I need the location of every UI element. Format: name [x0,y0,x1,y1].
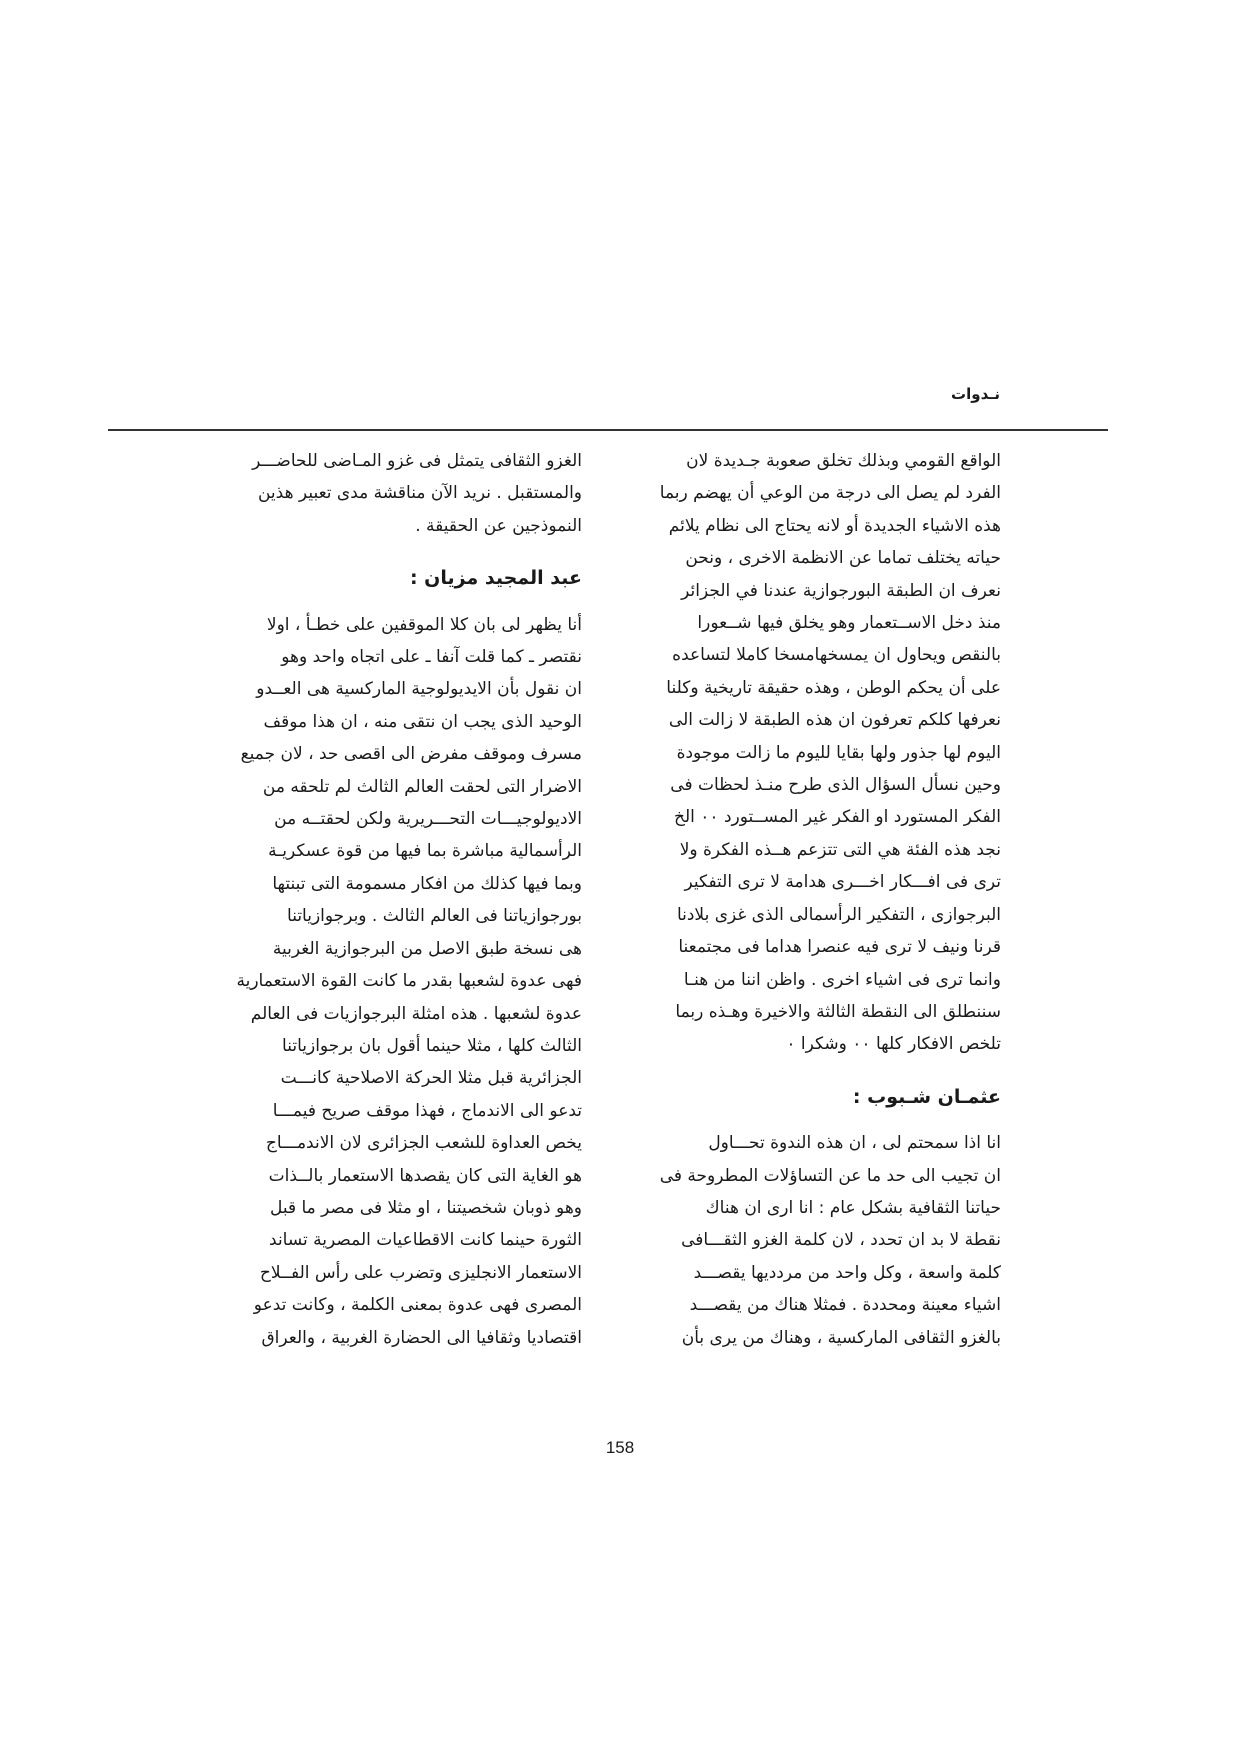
text-line: مسرف وموقف مفرض الى اقصى حد ، لان جميع [240,744,582,765]
speaker-name-uthman-shabboub: عثمـان شـبوب : [852,1085,1001,1108]
text-line: حياته يختلف تماما عن الانظمة الاخرى ، ونحن [685,548,1001,569]
text-line: الغزو الثقافى يتمثل فى غزو المـاضى للحاضـــر [252,451,582,471]
left-paragraph-2 [197,609,582,1354]
header-rule [108,429,1108,431]
text-line: وهو ذوبان شخصيتنا ، او مثلا فى مصر ما قبل [269,1197,582,1218]
text-line: حياتنا الثقافية بشكل عام : انا ارى ان هناك [705,1197,1001,1218]
text-line: وحين نسأل السؤال الذى طرح منـذ لحظات فى [670,775,1001,796]
left-column [197,445,582,1354]
text-line: الوحيد الذى يجب ان نتقى منه ، ان هذا موقف [263,711,582,732]
text-line: نعرف ان الطبقة البورجوازية عندنا في الجزائر [681,580,1001,601]
text-line: الاديولوجيـــات التحـــريرية ولكن لحقتــه من [274,809,582,830]
text-line: الواقع القومي وبذلك تخلق صعوبة جـديدة لان [686,451,1001,471]
text-line: أنا يظهر لى بان كلا الموقفين على خطـأ ، اولا [266,614,582,635]
text-line: تلخص الافكار كلها ٠٠ وشكرا ٠ [786,1034,1001,1055]
text-line: نقطة لا بد ان تحدد ، لان كلمة الغزو الثقـــافى [681,1230,1001,1251]
text-line: وبما فيها كذلك من افكار مسمومة التى تبنتها [272,873,582,894]
text-line: هى نسخة طبق الاصل من البرجوازية الغربية [272,938,582,959]
text-line: النموذجين عن الحقيقة . [415,515,582,536]
text-line: اشياء معينة ومحددة . فمثلا هناك من يقصـــد [689,1295,1001,1316]
text-line: منذ دخل الاســتعمار وهو يخلق فيها شــعورا [697,613,1001,634]
text-line: بورجوازياتنا فى العالم الثالث . وبرجوازياتنا [287,906,582,927]
page-number: 158 [605,1438,635,1457]
text-line: وانما ترى فى اشياء اخرى . واظن اننا من هنـا [683,969,1001,990]
text-line: ان نقول بأن الايديولوجية الماركسية هى العــدو [256,679,582,700]
text-line: هو الغاية التى كان يقصدها الاستعمار بالــذات [268,1165,582,1186]
text-line: الجزائرية قبل مثلا الحركة الاصلاحية كانـــت [280,1068,582,1089]
text-line: الفرد لم يصل الى درجة من الوعي أن يهضم ربما [659,483,1001,504]
text-line: ان تجيب الى حد ما عن التساؤلات المطروحة فى [659,1165,1001,1186]
text-line: الرأسمالية مباشرة بما فيها من قوة عسكريـة [268,841,582,862]
text-line: قرنا ونيف لا ترى فيه عنصرا هداما فى مجتمعنا [678,937,1001,958]
right-paragraph-1 [616,445,1001,1061]
text-line: نقتصر ـ كما قلت آنفا ـ على اتجاه واحد وهو [281,647,582,668]
text-line: الثالث كلها ، مثلا حينما أقول بان برجوازياتنا [282,1035,582,1056]
text-line: نجد هذه الفئة هي التى تتزعم هــذه الفكرة ولا [679,839,1001,860]
text-line: كلمة واسعة ، وكل واحد من مردديها يقصـــد [693,1262,1001,1283]
left-paragraph-1 [197,445,582,542]
text-line: اليوم لها جذور ولها بقايا لليوم ما زالت موجودة [676,742,1001,763]
text-line: الفكر المستورد او الفكر غير المســتورد ٠٠ الخ [674,807,1001,828]
text-line: الثورة حينما كانت الاقطاعيات المصرية تساند [269,1230,582,1251]
text-line: عدوة لشعبها . هذه امثلة البرجوازيات فى العالم [250,1003,582,1024]
text-line: الاضرار التى لحقت العالم الثالث لم تلحقه من [262,776,582,797]
right-paragraph-2 [616,1127,1001,1354]
text-line: الاستعمار الانجليزى وتضرب على رأس الفــلاح [259,1262,582,1283]
text-line: هذه الاشياء الجديدة أو لانه يحتاج الى نظام يلائم [668,515,1001,536]
text-line: البرجوازى ، التفكير الرأسمالى الذى غزى بلادنا [676,904,1001,925]
text-line: فهى عدوة لشعبها بقدر ما كانت القوة الاستعمارية [236,971,582,992]
text-line: اقتصاديا وثقافيا الى الحضارة الغربية ، والعراق [261,1327,582,1348]
text-line: انا اذا سمحتم لى ، ان هذه الندوة تحـــاول [708,1133,1001,1154]
text-line: نعرفها كلكم تعرفون ان هذه الطبقة لا زالت الى [668,710,1001,731]
text-line: يخص العداوة للشعب الجزائرى لان الاندمـــاج [265,1133,582,1154]
right-column [616,445,1001,1354]
text-line: بالنقص ويحاول ان يمسخهامسخا كاملا لتساعده [672,645,1001,666]
text-line: بالغزو الثقافى الماركسية ، وهناك من يرى بأن [681,1327,1001,1348]
speaker-name-abdelmadjid-meziane: عبد المجيد مزيان : [409,567,582,590]
text-line: على أن يحكم الوطن ، وهذه حقيقة تاريخية وكلنا [666,677,1001,698]
text-line: ترى فى افـــكار اخـــرى هدامة لا ترى التفكير [684,872,1001,893]
text-line: والمستقبل . نريد الآن مناقشة مدى تعبير هذين [257,483,582,504]
text-line: تدعو الى الاندماج ، فهذا موقف صريح فيمـــا [272,1100,582,1121]
text-line: سننطلق الى النقطة الثالثة والاخيرة وهـذه ربما [675,1001,1001,1022]
section-label: نـدوات [951,385,1000,403]
text-line: المصرى فهى عدوة بمعنى الكلمة ، وكانت تدعو [253,1295,582,1316]
